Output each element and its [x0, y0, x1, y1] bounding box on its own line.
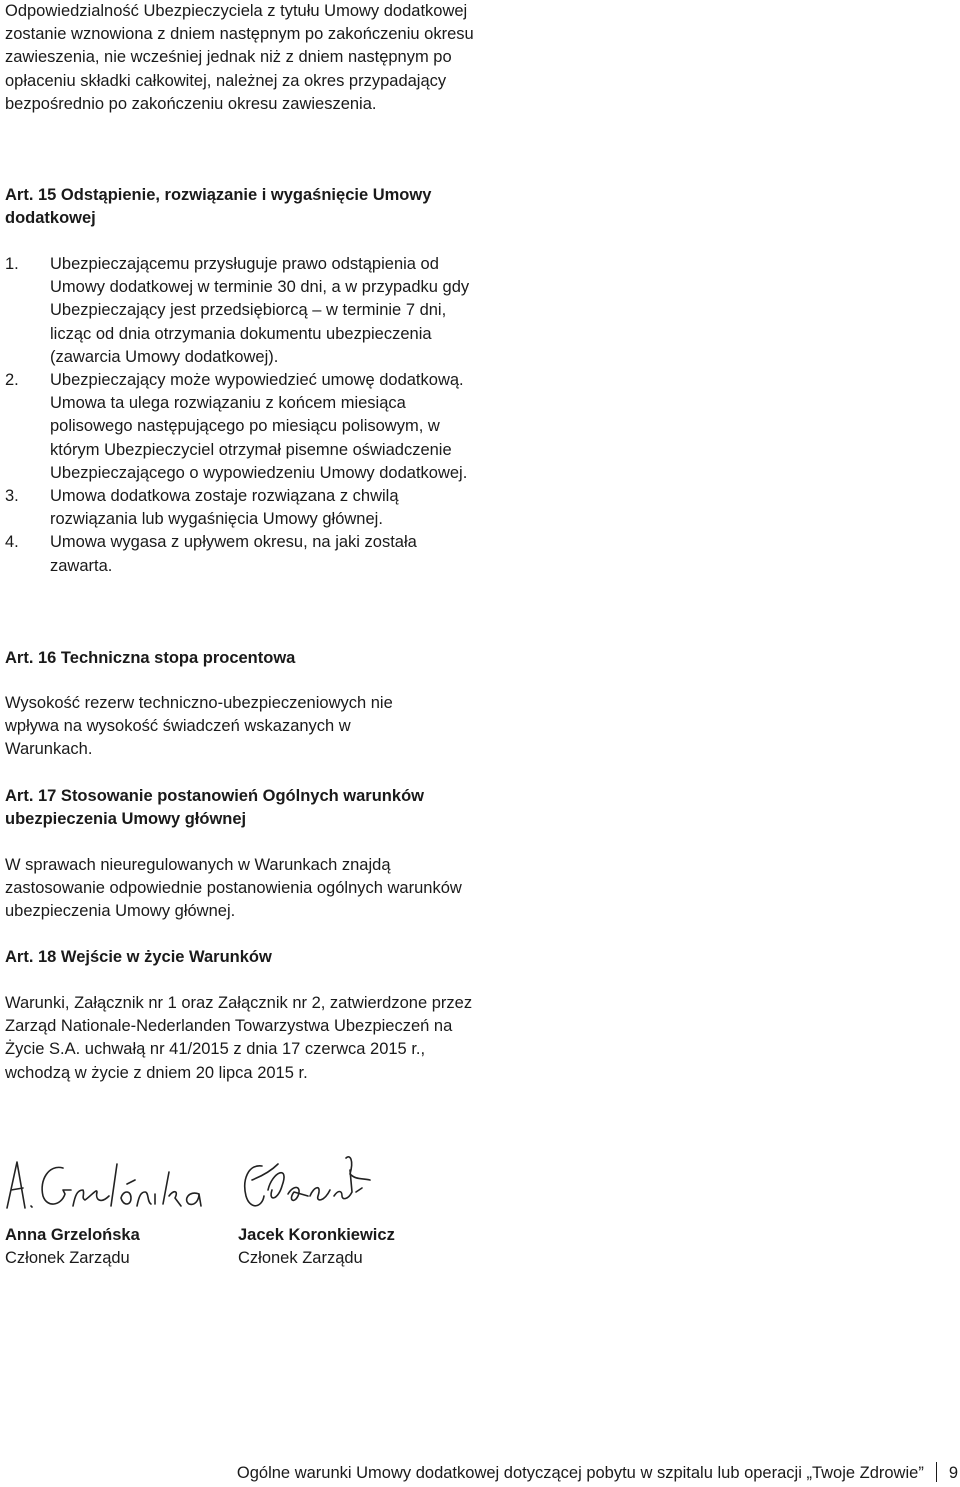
signature-block-2 — [238, 1150, 438, 1270]
art15-list — [5, 253, 475, 578]
item-text: Ubezpieczający może wypowiedzieć umowę dodatkową. Umowa ta ulega rozwiązaniu z końcem miesiąca polisowego następującego po miesiącu polisowym, w którym Ubezpieczyciel otrzymał pisemne oświadczenie Ubezpieczającego o wypowiedzeniu Umowy dodatkowej. — [50, 371, 468, 482]
item-text: Umowa dodatkowa zostaje rozwiązana z chwilą rozwiązania lub wygaśnięcia Umowy głównej. — [50, 487, 399, 529]
item-number: 1. — [5, 255, 19, 273]
intro-paragraph: Odpowiedzialność Ubezpieczyciela z tytułu Umowy dodatkowej zostanie wznowiona z dniem następnym po zakończeniu okresu zawieszenia, nie wcześniej jednak niż z dniem następnym po opłaceniu składki całkowitej, należnej za okres przypadający bezpośrednio po zakończeniu okresu zawieszenia. — [5, 2, 474, 113]
signer-name: Anna Grzelońska — [5, 1226, 140, 1244]
art18-text: Warunki, Załącznik nr 1 oraz Załącznik nr 2, zatwierdzone przez Zarząd Nationale-Nederlanden Towarzystwa Ubezpieczeń na Życie S.A. uchwałą nr 41/2015 z dnia 17 czerwca 2015 r., wchodzą w życie z dniem 20 lipca 2015 r. — [5, 994, 473, 1082]
list-item — [5, 253, 475, 369]
footer-title: Ogólne warunki Umowy dodatkowej dotyczącej pobytu w szpitalu lub operacji „Twoje Zdrowie” — [236, 1464, 924, 1482]
signature-block-1 — [5, 1150, 205, 1270]
art17-text: W sprawach nieuregulowanych w Warunkach znajdą zastosowanie odpowiednie postanowienia ogólnych warunków ubezpieczenia Umowy głównej. — [5, 856, 462, 921]
list-item — [5, 369, 475, 485]
art15-heading: Art. 15 Odstąpienie, rozwiązanie i wygaśnięcie Umowy dodatkowej — [5, 186, 432, 228]
footer-divider — [936, 1462, 937, 1482]
handwritten-signature-2 — [238, 1150, 438, 1212]
art16-heading: Art. 16 Techniczna stopa procentowa — [5, 649, 296, 667]
item-number: 3. — [5, 487, 19, 506]
art16-text: Wysokość rezerw techniczno-ubezpieczeniowych nie wpływa na wysokość świadczeń wskazanych w Warunkach. — [5, 694, 393, 759]
page-number: 9 — [948, 1464, 958, 1482]
item-text: Umowa wygasa z upływem okresu, na jaki została zawarta. — [50, 533, 417, 575]
item-number: 4. — [5, 533, 19, 552]
signer-name: Jacek Koronkiewicz — [238, 1226, 395, 1244]
list-item — [5, 485, 475, 531]
item-text: Ubezpieczającemu przysługuje prawo odstąpienia od Umowy dodatkowej w terminie 30 dni, a w przypadku gdy Ubezpieczający jest przedsiębiorcą – w terminie 7 dni, licząc od dnia otrzymania dokumentu ubezpieczenia (zawarcia Umowy dodatkowej). — [50, 255, 470, 366]
art17-heading: Art. 17 Stosowanie postanowień Ogólnych warunków ubezpieczenia Umowy głównej — [5, 787, 424, 829]
art18-heading: Art. 18 Wejście w życie Warunków — [5, 948, 272, 966]
list-item — [5, 531, 475, 577]
signer-role: Członek Zarządu — [5, 1249, 130, 1268]
handwritten-signature-1 — [5, 1150, 205, 1212]
signer-role: Członek Zarządu — [238, 1249, 363, 1268]
page-footer — [237, 1462, 958, 1484]
item-number: 2. — [5, 371, 19, 390]
